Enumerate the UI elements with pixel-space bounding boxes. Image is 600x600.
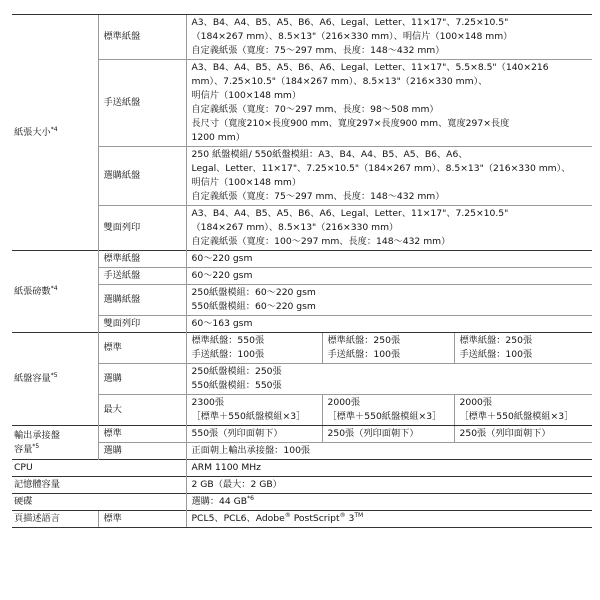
source-label: 雙面列印 [98, 206, 186, 251]
paper-weight-row-duplex [12, 316, 592, 333]
paper-size-row-manual [12, 60, 592, 147]
storage-label: 硬碟 [12, 494, 98, 511]
cpu-label: CPU [12, 460, 98, 477]
output-tray-label: 輸出承接盤 容量$^{*5}$ [12, 426, 98, 460]
paper-weight-value: 60～163 gsm [186, 316, 592, 333]
model-column-3: 250張（列印面朝下） [454, 426, 593, 442]
storage-row [12, 494, 592, 511]
source-label: 標準 [98, 426, 186, 443]
source-label: 選購紙盤 [98, 147, 186, 206]
source-label: 手送紙盤 [98, 60, 186, 147]
storage-value: 選購：44 GB$^{*6}$ [186, 494, 592, 511]
paper-size-value: A3、B4、A4、B5、A5、B6、A6、Legal、Letter、11×17"、5.5×8.5"（140×216 mm）、7.25×10.5"（184×267 mm）、8.5×13"（216×330 mm）、 明信片（100×148 mm） 自定義紙張（寬度：70～297 mm、長度：98～508 mm） 長尺寸（寬度210×長度900 mm、寬度297×長度900 mm、寬度297×長度 1200 mm） [186, 60, 592, 147]
source-label: 最大 [98, 395, 186, 426]
model-column-1: 550張（列印面朝下） [191, 428, 283, 439]
source-label: 標準紙盤 [98, 251, 186, 268]
paper-size-value: A3、B4、A4、B5、A5、B6、A6、Legal、Letter、11×17"、7.25×10.5" （184×267 mm）、8.5×13"（216×330 mm） 自定義紙張（寬度：100～297 mm、長度：148～432 mm） [186, 206, 592, 251]
source-label: 標準 [98, 511, 186, 528]
output-tray-row-standard [12, 426, 592, 443]
pdl-label: 頁描述語言 [12, 511, 98, 528]
paper-weight-row-standard [12, 251, 592, 268]
pdl-row [12, 511, 592, 528]
source-label: 選購 [98, 443, 186, 460]
model-column-2: 2000張 ［標準＋550紙盤模組×3］ [322, 395, 454, 425]
source-label: 標準 [98, 333, 186, 364]
cpu-row [12, 460, 592, 477]
paper-weight-label: 紙張磅數$^{*4}$ [12, 251, 98, 333]
memory-row [12, 477, 592, 494]
spec-table [12, 14, 592, 528]
paper-size-label: 紙張大小$^{*4}$ [12, 15, 98, 251]
paper-size-row-optional [12, 147, 592, 206]
tray-capacity-row-standard [12, 333, 592, 364]
memory-value: 2 GB（最大：2 GB） [186, 477, 592, 494]
paper-size-row-standard [12, 15, 592, 60]
source-label: 手送紙盤 [98, 268, 186, 285]
tray-capacity-label: 紙盤容量$^{*5}$ [12, 333, 98, 426]
paper-size-value: A3、B4、A4、B5、A5、B6、A6、Legal、Letter、11×17"、7.25×10.5" （184×267 mm）、8.5×13"（216×330 mm）、明信片（100×148 mm） 自定義紙張（寬度：75～297 mm、長度：148～432 mm） [186, 15, 592, 60]
output-tray-row-optional [12, 443, 592, 460]
source-label: 雙面列印 [98, 316, 186, 333]
source-label: 標準紙盤 [98, 15, 186, 60]
source-label: 選購紙盤 [98, 285, 186, 316]
paper-weight-value: 250紙盤模組：60～220 gsm 550紙盤模組：60～220 gsm [186, 285, 592, 316]
tray-capacity-value [186, 395, 592, 426]
tray-capacity-value [186, 333, 592, 364]
pdl-value: PCL5、PCL6、Adobe® PostScript® 3™ [186, 511, 592, 528]
model-column-2: 250張（列印面朝下） [322, 426, 454, 442]
model-column-3: 標準紙盤：250張 手送紙盤：100張 [454, 333, 593, 363]
model-column-1: 2300張 ［標準＋550紙盤模組×3］ [191, 397, 306, 422]
cpu-value: ARM 1100 MHz [186, 460, 592, 477]
paper-size-row-duplex [12, 206, 592, 251]
model-column-1: 標準紙盤：550張 手送紙盤：100張 [191, 335, 265, 360]
paper-size-value: 250 紙盤模組/ 550紙盤模組：A3、B4、A4、B5、A5、B6、A6、 Legal、Letter、11×17"、7.25×10.5"（184×267 mm）、8.5×13"（216×330 mm）、 明信片（100×148 mm） 自定義紙張（寬度：75～297 mm、長度：148～432 mm） [186, 147, 592, 206]
output-tray-value [186, 426, 592, 443]
tray-capacity-row-optional [12, 364, 592, 395]
tray-capacity-value: 250紙盤模組：250張 550紙盤模組：550張 [186, 364, 592, 395]
model-column-2: 標準紙盤：250張 手送紙盤：100張 [322, 333, 454, 363]
tray-capacity-row-maximum [12, 395, 592, 426]
paper-weight-value: 60～220 gsm [186, 268, 592, 285]
paper-weight-row-manual [12, 268, 592, 285]
paper-weight-value: 60～220 gsm [186, 251, 592, 268]
memory-label: 記憶體容量 [12, 477, 98, 494]
source-label: 選購 [98, 364, 186, 395]
paper-weight-row-optional [12, 285, 592, 316]
model-column-3: 2000張 ［標準＋550紙盤模組×3］ [454, 395, 593, 425]
output-tray-value: 正面朝上輸出承接盤：100張 [186, 443, 592, 460]
